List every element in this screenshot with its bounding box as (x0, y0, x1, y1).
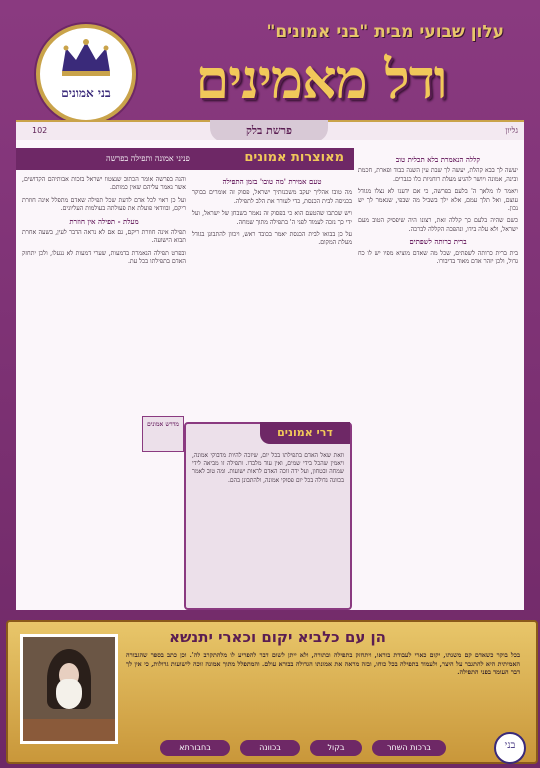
paragraph: ובפרט תפילה הנאמרת בדמעות, שערי דמעות לא ננעלו, ולכן יתחזק האדם בתפילתו בכל עת. (22, 249, 186, 266)
subtitle: עלון שבועי מבית "בני אמונים" (266, 22, 504, 42)
paragraph: כשם שהיה בלעם כך קללה זאת, רצונו היה שיפסיק הטוב מעם ישראל, ולא עלה בידו, ונהפכה הקללה לברכה. (358, 217, 518, 233)
column-left (22, 176, 186, 271)
logo-text: בני אמונים (61, 86, 111, 100)
section-header (16, 148, 354, 170)
masthead-title: ודל מאמינים (195, 47, 447, 111)
issue-label: גליון (505, 126, 518, 135)
parasha-label: פרשת בלק (210, 120, 328, 142)
bottom-banner (6, 620, 538, 764)
tag-pill: ברכות השחר (372, 740, 446, 756)
paragraph: בית ברית כרותה לשפתים, שכל מה שאדם מוציא מפיו יש לו כח גדול, ולכן יזהר אדם מאוד בדיבורו. (358, 249, 518, 266)
paragraph: ויאמר לו מלאך ה' בלעם בפרשה, כי אם ידענו לא נצלו מגודל עוצם, ואל תלך עמם, אלא ילך בשביל מה שבפי, שנאמר לך יש נכון. (358, 188, 518, 213)
issue-number: 102 (32, 126, 48, 135)
banner-tags (126, 740, 446, 756)
rabbi-photo (20, 634, 118, 744)
paragraph: והנה בפרשה אומר הכתוב שנצטוו ישראל בזכות אבותיהם הקדושים, אשר נאמר עליהם שאין כמותם. (22, 176, 186, 192)
paragraph: ועל כן ראוי לכל אדם לדעת שכל תפילה שאדם מתפלל אינה חוזרת ריקם, ובוודאי פועלת את פעולתה בעולמות העליונים. (22, 196, 186, 213)
column-heading: ברית כרותה לשפתים (409, 237, 467, 247)
feature-box-title: דרי אמונים (260, 422, 350, 444)
photo-beard (56, 679, 82, 709)
article-body (16, 140, 524, 610)
photo-desk (23, 719, 115, 741)
column-heading: קללה הנאמרת בלא תכלית טוב (395, 155, 481, 164)
tag-pill: בקול (310, 740, 362, 756)
column-heading: טעם אמירת 'מה טובו' בזמן התפילה (222, 177, 322, 186)
banner-body: בכל בוקר כשאדם קם משנתו, יקום כארי לעבודת בוראו, ויתחזק בתפילה ובתורה, ולא ייתן לשום דבר להפריע לו מלהתקרב לה'. וכן כתב בספר שהגבורה האמיתית היא להתגבר על היצר, ולעמוד בתפילה בכל כוחו, ובזה מראה את אמונתו הגדולה בבורא עולם. והמתפלל מתוך אמונה זוכה לישועות גדולות, כי אין לך דבר העומד בפני התפילה. (126, 652, 520, 677)
tag-pill: בחבורתא (160, 740, 230, 756)
column-middle (192, 176, 352, 252)
paragraph: יעשה לך בבא קהלת, יעשה לך שבת עין השנה כבוד ופארת, חכמת ובינה, אמונה ויושר להגיע מעלת רוחניות כלו כגברים. (358, 167, 518, 183)
header (6, 6, 534, 126)
crown-icon (58, 38, 114, 78)
paragraph: מה טובו אהליך יעקב משכנותיך ישראל, פסוק זה אומרים בבוקר בכניסה לבית הכנסת, כדי לעורר את הלב לתפילה. (192, 189, 352, 205)
section-subtitle: פניני אמונה ותפילה בפרשה (106, 154, 190, 163)
paragraph: על כן בבואו לבית הכנסת יאמר בכובד ראש, ויכוון להתבונן בגודל מעלת המקום. (192, 231, 352, 247)
logo (36, 24, 136, 124)
feature-box-body: וזאת שאל האדם בתפילתו בכל יום, שיזכה להיות מדבוקי אמונה, ויאמין שהכל בידי שמים, ואין עוד מלבדו. ותפילה זו מביאה לידי שמחה ובטחון, ועל ידה זוכה האדם לראות ישועות. ומה טוב לאמר בכוונה גדולה בכל יום פסוקי אמונה, ולהתבונן בהם. (192, 452, 344, 484)
side-label-box: מדרש אמונים (142, 416, 184, 452)
column-right (358, 154, 518, 270)
mini-logo (494, 732, 526, 764)
banner-title: הן עם כלביא יקום וכארי יתנשא (169, 628, 386, 646)
section-title: מאוצרות אמונים (244, 150, 344, 165)
paragraph: ויש שכתבו שהטעם הוא כי בפסוק זה נאמר בשבחן של ישראל, ועל ידי כך נזכה לעמוד לפני ה' בתפילה מתוך שמחה. (192, 210, 352, 226)
column-heading: מעלת - תפילה אין חוזרת (69, 216, 139, 226)
tag-pill: בכוונה (240, 740, 300, 756)
paragraph: תפילה אינה חוזרת ריקם, גם אם לא נראה הדבר לעין, בשעה אחרת תבוא הישועה. (22, 229, 186, 245)
mini-logo-text: בני (504, 740, 516, 751)
parasha-strip (16, 120, 524, 142)
feature-box (184, 422, 352, 610)
